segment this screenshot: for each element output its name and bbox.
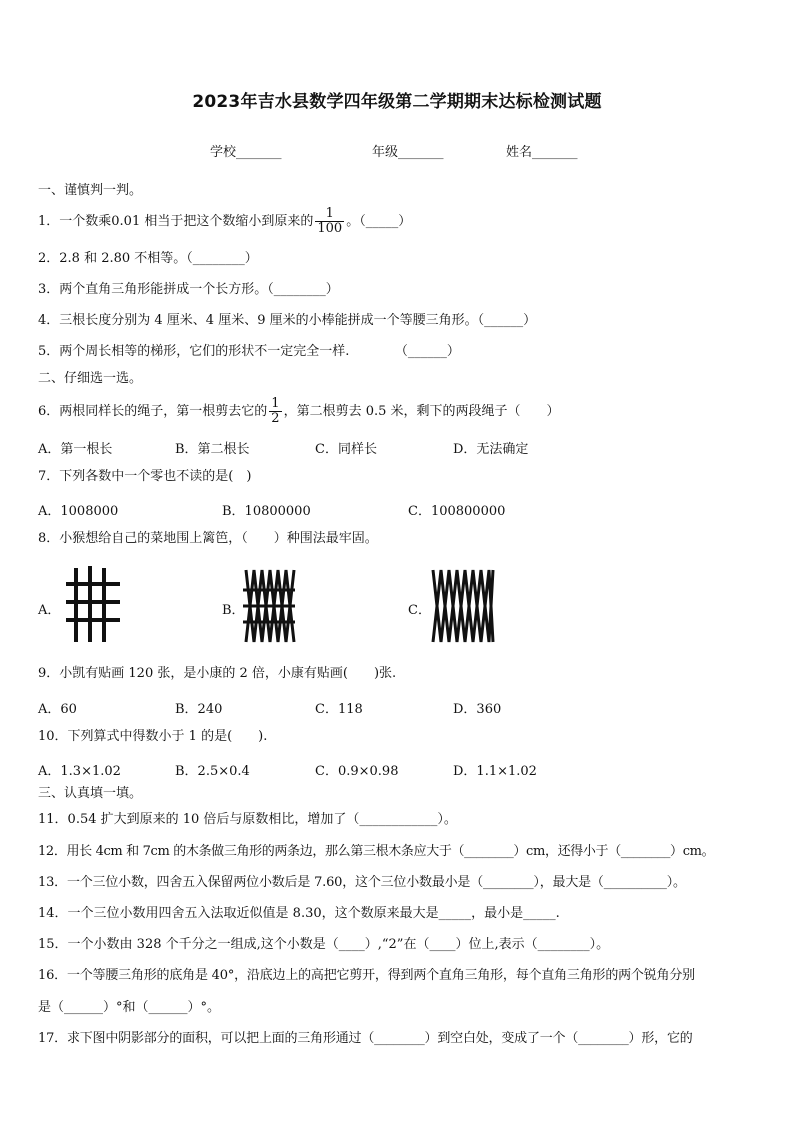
- question-16: 16．一个等腰三角形的底角是 40°，沿底边上的高把它剪开，得到两个直角三角形，每个直角三角形的两个锐角分别: [38, 968, 695, 983]
- fraction-denominator: 2: [271, 411, 280, 426]
- section-heading-1: 一、谨慎判一判。: [38, 183, 143, 198]
- question-6: [38, 397, 560, 426]
- question-1: [38, 207, 411, 236]
- q10-option-d: D．1.1×1.02: [453, 764, 537, 779]
- question-1-answer-blank: 。（_____）: [346, 214, 412, 229]
- q6-option-a: A．第一根长: [38, 442, 113, 457]
- q6-option-b: B．第二根长: [175, 442, 250, 457]
- q9-option-c: C．118: [315, 702, 363, 717]
- q9-option-d: D．360: [453, 702, 502, 717]
- q8-option-b-label: B．: [222, 603, 245, 618]
- fraction-numerator: 1: [315, 207, 344, 222]
- question-10: 10．下列算式中得数小于 1 的是( ).: [38, 729, 268, 744]
- fraction-numerator: 1: [271, 396, 280, 411]
- q10-option-a: A．1.3×1.02: [38, 764, 121, 779]
- q8-option-a-label: A．: [38, 603, 61, 618]
- fence-triangle-figure: [430, 566, 496, 646]
- question-16-continued: 是（______）°和（______）°。: [38, 1000, 221, 1015]
- question-9: 9．小凯有贴画 120 张，是小康的 2 倍，小康有贴画( )张.: [38, 666, 397, 681]
- question-15: 15．一个小数由 328 个千分之一组成,这个小数是（____）,“2”在（____）位上,表示（________）。: [38, 937, 610, 952]
- question-2: 2．2.8 和 2.80 不相等。（________）: [38, 251, 258, 266]
- question-7: 7．下列各数中一个零也不读的是( ): [38, 469, 252, 484]
- q7-option-b: B．10800000: [222, 504, 311, 519]
- question-6-text-end: ，第二根剪去 0.5 米，剩下的两段绳子（ ）: [283, 404, 560, 419]
- question-11: 11．0.54 扩大到原来的 10 倍后与原数相比，增加了（____________）。: [38, 812, 457, 827]
- q9-option-a: A．60: [38, 702, 77, 717]
- question-12: 12．用长 4cm 和 7cm 的木条做三角形的两条边，那么第三根木条应大于（________）cm，还得小于（________）cm。: [38, 844, 715, 859]
- question-14: 14．一个三位小数用四舍五入法取近似值是 8.30，这个数原来最大是_____，最小是_____.: [38, 906, 560, 921]
- question-4: 4．三根长度分别为 4 厘米、4 厘米、9 厘米的小棒能拼成一个等腰三角形。（______）: [38, 313, 537, 328]
- q8-option-c-label: C．: [408, 603, 431, 618]
- grade-field: 年级_______: [372, 145, 444, 160]
- question-3: 3．两个直角三角形能拼成一个长方形。（________）: [38, 282, 339, 297]
- q7-option-a: A．1008000: [38, 504, 119, 519]
- school-field: 学校_______: [210, 145, 282, 160]
- question-5: 5．两个周长相等的梯形，它们的形状不一定完全一样. （______）: [38, 344, 460, 359]
- question-1-text: 1．一个数乘0.01 相当于把这个数缩小到原来的: [38, 214, 314, 229]
- q10-option-c: C．0.9×0.98: [315, 764, 399, 779]
- question-6-text: 6．两根同样长的绳子，第一根剪去它的: [38, 404, 268, 419]
- q10-option-b: B．2.5×0.4: [175, 764, 250, 779]
- section-heading-3: 三、认真填一填。: [38, 786, 143, 801]
- question-8: 8．小猴想给自己的菜地围上篱笆，（ ）种围法最牢固。: [38, 531, 378, 546]
- section-heading-2: 二、仔细选一选。: [38, 371, 143, 386]
- fence-grid-figure: [62, 564, 122, 644]
- q9-option-b: B．240: [175, 702, 223, 717]
- q7-option-c: C．100800000: [408, 504, 506, 519]
- fraction-1-2: [269, 397, 281, 426]
- fraction-1-100: [315, 207, 344, 236]
- page-title: 2023年吉水县数学四年级第二学期期末达标检测试题: [192, 92, 602, 112]
- q6-option-d: D．无法确定: [453, 442, 529, 457]
- question-13: 13．一个三位小数，四舍五入保留两位小数后是 7.60，这个三位小数最小是（________），最大是（__________）。: [38, 875, 686, 890]
- fence-cross-grid-figure: [242, 566, 296, 646]
- q6-option-c: C．同样长: [315, 442, 377, 457]
- question-17: 17．求下图中阴影部分的面积，可以把上面的三角形通过（________）到空白处，变成了一个（________）形，它的: [38, 1031, 693, 1046]
- name-field: 姓名_______: [506, 145, 578, 160]
- fraction-denominator: 100: [317, 221, 343, 236]
